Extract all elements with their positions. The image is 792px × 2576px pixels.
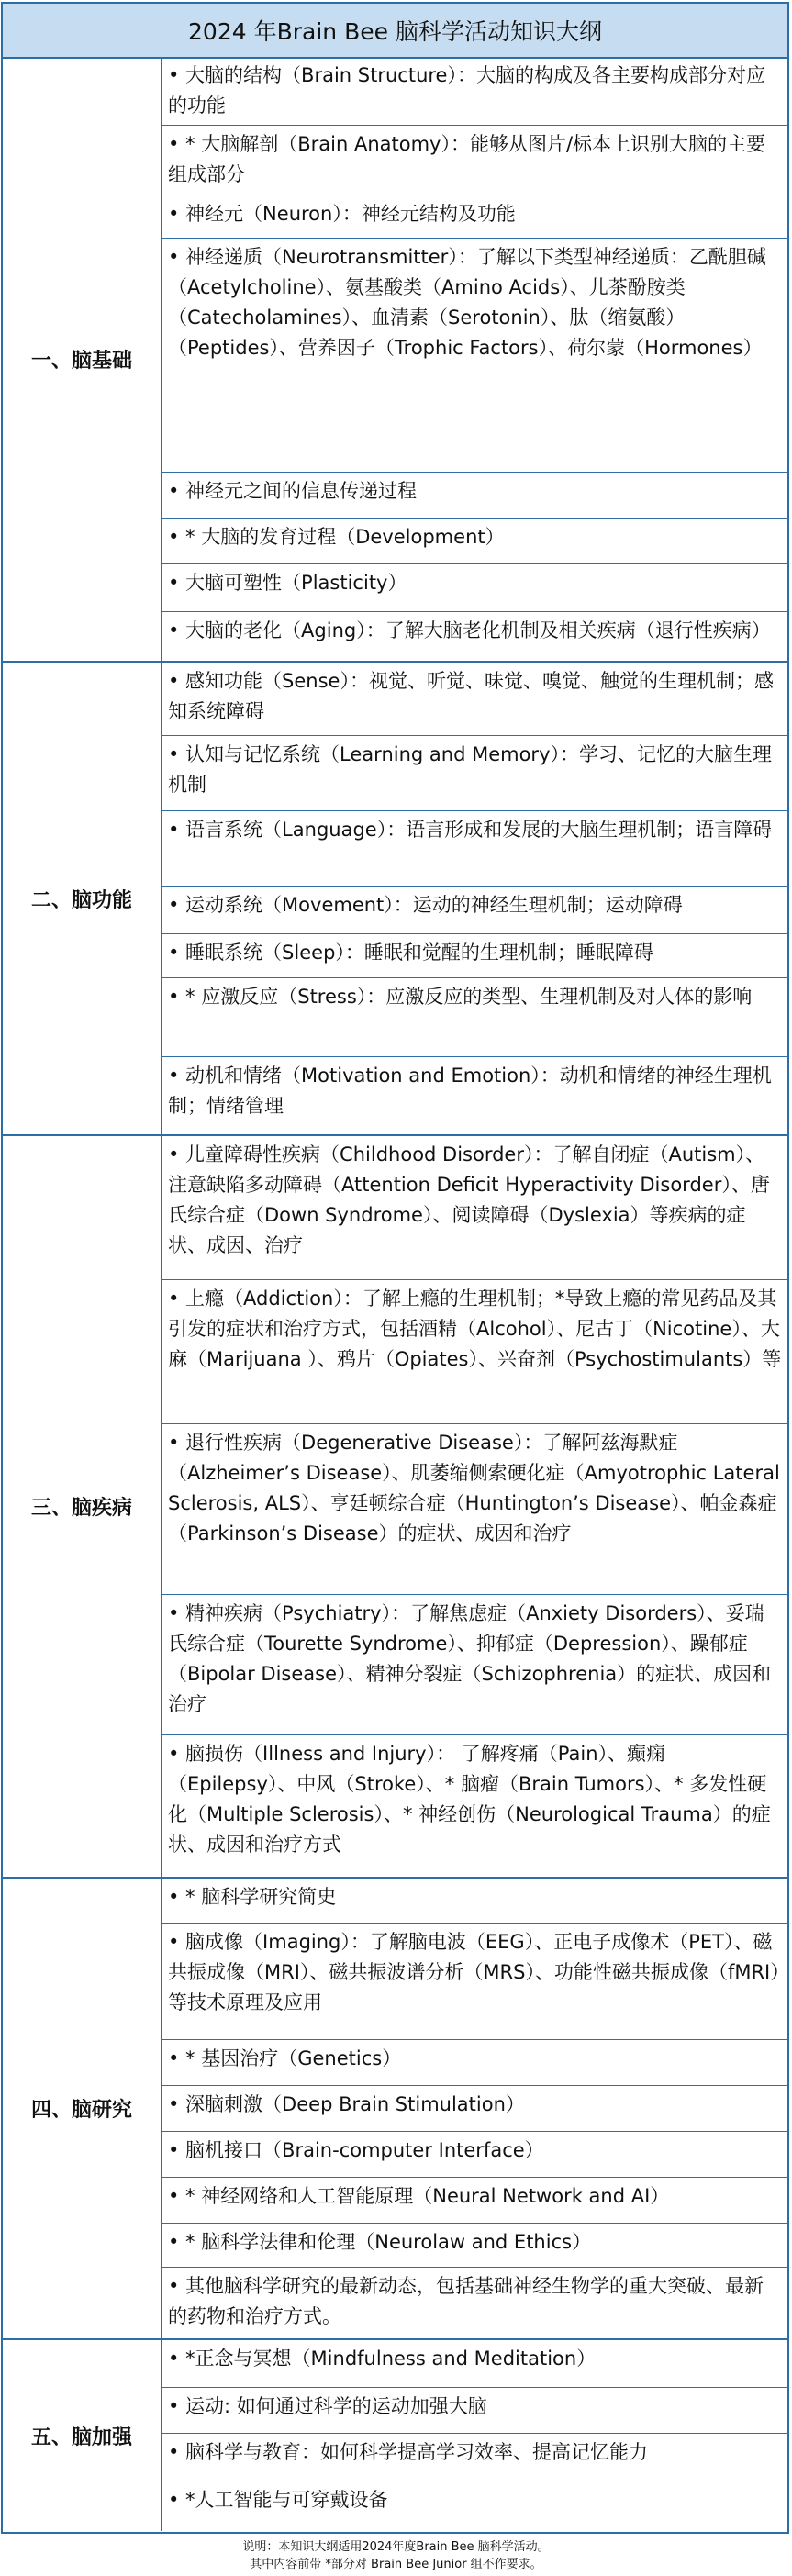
outline-item: • * 大脑解剖（Brain Anatomy）：能够从图片/标本上识别大脑的主要组成部分 [162, 126, 787, 195]
footnote-line: 其中内容前带 *部分对 Brain Bee Junior 组不作要求。 [250, 2558, 542, 2571]
outline-item: • 感知功能（Sense）：视觉、听觉、味觉、嗅觉、触觉的生理机制；感知系统障碍 [162, 663, 787, 736]
outline-item: • * 大脑的发育过程（Development） [162, 519, 787, 564]
outline-item: • 运动: 如何通过科学的运动加强大脑 [162, 2388, 787, 2434]
section-brain-basics [3, 57, 787, 663]
outline-item: • 神经递质（Neurotransmitter）：了解以下类型神经递质：乙酰胆碱（Acetylcholine）、氨基酸类（Amino Acids）、儿茶酚胺类（Catecholamines）、血清素（Serotonin）、肽（缩氨酸）（Peptides）、营养因子（Trophic Factors）、荷尔蒙（Hormones） [162, 239, 787, 473]
outline-item: • * 应激反应（Stress）：应激反应的类型、生理机制及对人体的影响 [162, 978, 787, 1057]
outline-item: • * 脑科学研究简史 [162, 1879, 787, 1924]
outline-item: • 其他脑科学研究的最新动态，包括基础神经生物学的重大突破、最新的药物和治疗方式。 [168, 2275, 764, 2327]
footnote [0, 2538, 792, 2573]
outline-item: • 大脑可塑性（Plasticity） [162, 564, 787, 612]
outline-item: • 儿童障碍性疾病（Childhood Disorder）：了解自闭症（Autism）、注意缺陷多动障碍（Attention Deficit Hyperactivity Disorder）、唐氏综合症（Down Syndrome）、阅读障碍（Dyslexia）等疾病的症状、成因、治疗 [162, 1136, 787, 1280]
outline-item: • 脑损伤（Illness and Injury）： 了解疼痛（Pain）、癫痫（Epilepsy）、中风（Stroke）、* 脑瘤（Brain Tumors）、* 多发性硬化（Multiple Sclerosis）、* 神经创伤（Neurological Trauma）的症状、成因和治疗方式 [168, 1743, 771, 1856]
section-label: 五、脑加强 [3, 2340, 162, 2531]
outline-item: • * 脑科学法律和伦理（Neurolaw and Ethics） [162, 2224, 787, 2268]
section-label: 四、脑研究 [3, 1879, 162, 2338]
section-label: 一、脑基础 [3, 57, 162, 661]
section-brain-research [3, 1879, 787, 2340]
outline-item: • 退行性疾病（Degenerative Disease）：了解阿兹海默症（Alzheimer’s Disease）、肌萎缩侧索硬化症（Amyotrophic Lateral Sclerosis, ALS）、亨廷顿综合症（Huntington’s Disease）、帕金森症（Parkinson’s Disease）的症状、成因和治疗 [162, 1424, 787, 1595]
outline-item: • *人工智能与可穿戴设备 [168, 2489, 388, 2511]
outline-item: • * 基因治疗（Genetics） [162, 2040, 787, 2086]
outline-item: • 大脑的老化（Aging）：了解大脑老化机制及相关疾病（退行性疾病） [168, 619, 771, 641]
outline-item: • 上瘾（Addiction）：了解上瘾的生理机制；*导致上瘾的常见药品及其引发的症状和治疗方式，包括酒精（Alcohol）、尼古丁（Nicotine）、大麻（Marijuana ）、鸦片（Opiates）、兴奋剂（Psychostimulants）等 [162, 1280, 787, 1424]
footnote-line: 说明：本知识大纲适用2024年度Brain Bee 脑科学活动。 [242, 2540, 550, 2554]
outline-item: • 大脑的结构（Brain Structure）：大脑的构成及各主要构成部分对应的功能 [162, 57, 787, 126]
outline-item: • 神经元（Neuron）：神经元结构及功能 [162, 195, 787, 239]
outline-item: • 运动系统（Movement）：运动的神经生理机制；运动障碍 [162, 887, 787, 934]
outline-item: • 睡眠系统（Sleep）：睡眠和觉醒的生理机制；睡眠障碍 [162, 934, 787, 978]
outline-item: • 脑机接口（Brain-computer Interface） [162, 2132, 787, 2178]
outline-item: • 脑成像（Imaging）：了解脑电波（EEG）、正电子成像术（PET）、磁共振成像（MRI）、磁共振波谱分析（MRS）、功能性磁共振成像（fMRI）等技术原理及应用 [162, 1924, 787, 2040]
outline-item: • 深脑刺激（Deep Brain Stimulation） [162, 2086, 787, 2132]
outline-item: • 语言系统（Language）：语言形成和发展的大脑生理机制；语言障碍 [162, 811, 787, 887]
section-brain-diseases [3, 1136, 787, 1879]
outline-item: • 精神疾病（Psychiatry）：了解焦虑症（Anxiety Disorders）、妥瑞氏综合症（Tourette Syndrome）、抑郁症（Depression）、躁郁症 （Bipolar Disease）、精神分裂症（Schizophrenia）的症状、成因和治疗 [162, 1595, 787, 1735]
section-label: 二、脑功能 [3, 663, 162, 1134]
outline-item: • 脑科学与教育：如何科学提高学习效率、提高记忆能力 [162, 2434, 787, 2481]
outline-item: • * 神经网络和人工智能原理（Neural Network and AI） [162, 2178, 787, 2224]
outline-item: • 认知与记忆系统（Learning and Memory）：学习、记忆的大脑生理机制 [162, 736, 787, 811]
outline-item: • *正念与冥想（Mindfulness and Meditation） [162, 2340, 787, 2388]
page-title: 2024 年Brain Bee 脑科学活动知识大纲 [3, 4, 787, 59]
section-brain-function [3, 663, 787, 1136]
section-label: 三、脑疾病 [3, 1136, 162, 1877]
section-brain-enhancement [3, 2340, 787, 2531]
outline-item: • 神经元之间的信息传递过程 [162, 473, 787, 519]
outline-item: • 动机和情绪（Motivation and Emotion）：动机和情绪的神经生理机制；情绪管理 [168, 1065, 772, 1117]
